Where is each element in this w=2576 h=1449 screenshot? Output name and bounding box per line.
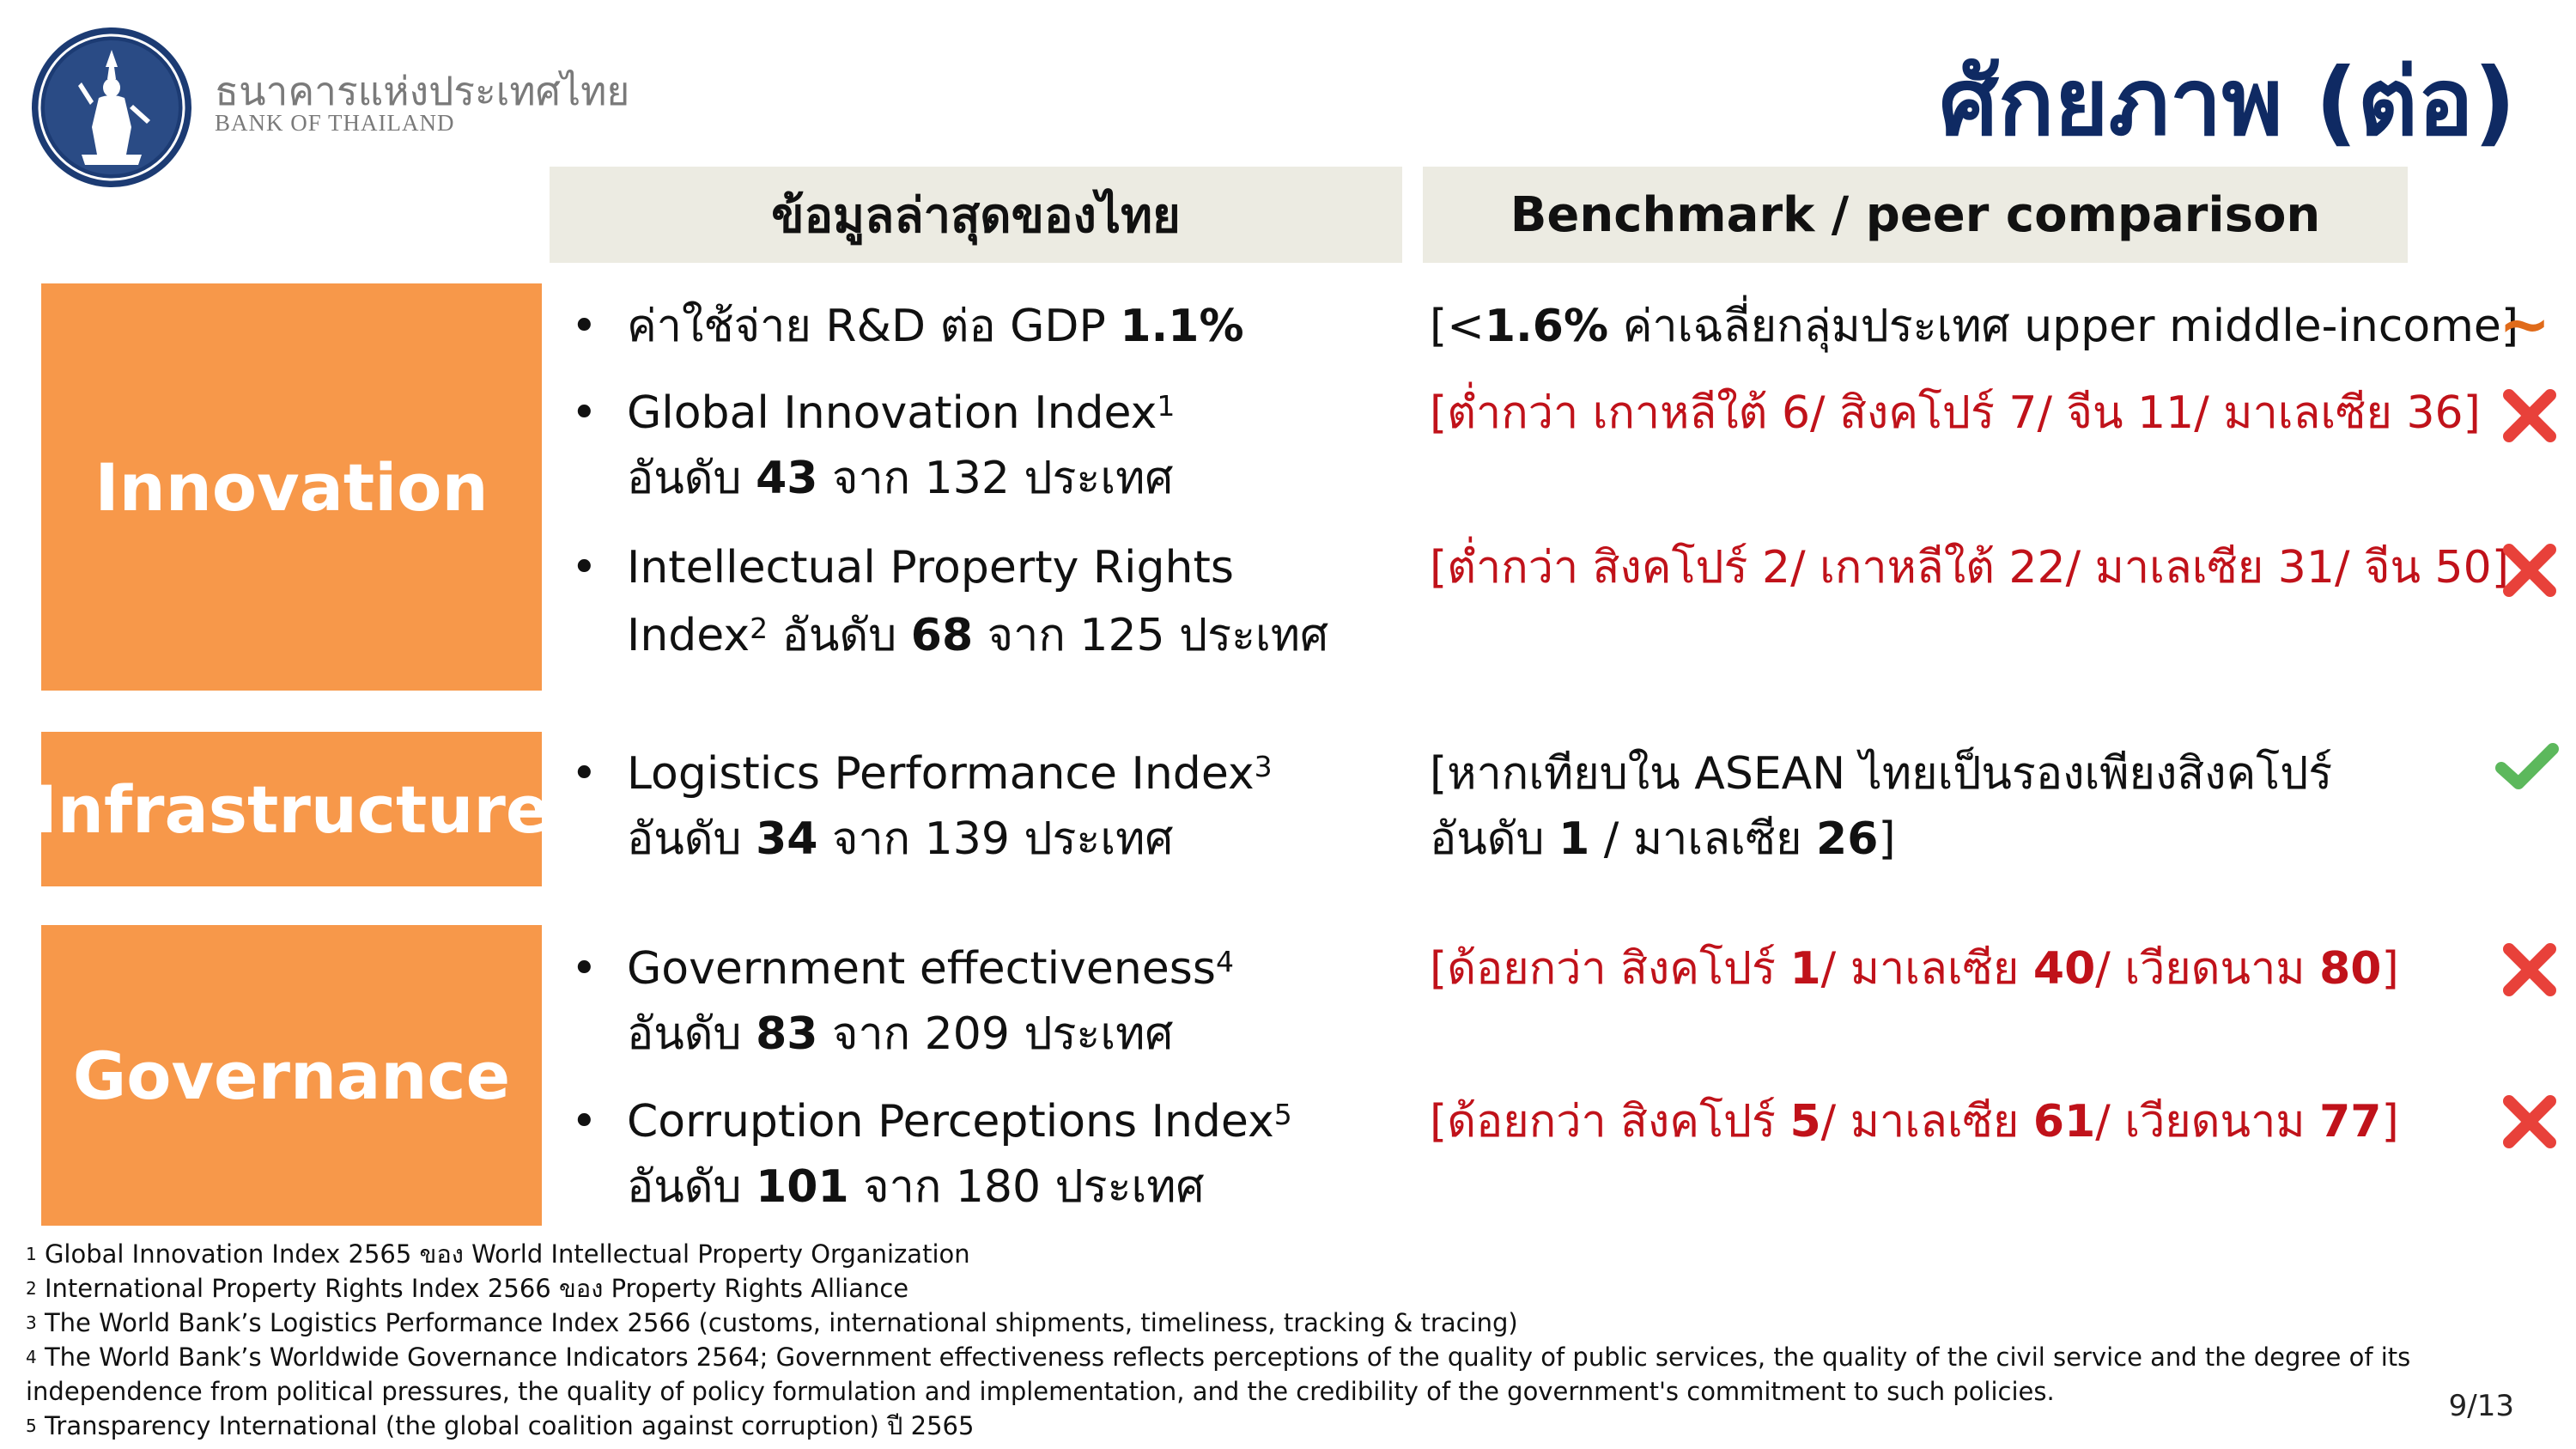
category-innovation: Innovation xyxy=(41,283,542,691)
footnote-4: $^4$ The World Bank’s Worldwide Governance Indicators 2564; Government effectiveness reflects perceptions of the quality of public services, the quality of the civil service and the degree of its xyxy=(26,1342,2411,1372)
footnote-1: $^1$ Global Innovation Index 2565 ของ World Intellectual Property Organization xyxy=(26,1239,970,1269)
footnotes xyxy=(26,1237,2410,1443)
bank-of-thailand-emblem-icon xyxy=(30,26,193,189)
bullet: • xyxy=(571,301,598,352)
cross-icon xyxy=(2500,541,2559,600)
bench-lpi-line1: [หากเทียบใน ASEAN ไทยเป็นรองเพียงสิงคโปร์ xyxy=(1430,748,2333,800)
page-title: ศักยภาพ (ต่อ) xyxy=(1939,49,2516,156)
category-infrastructure: Infrastructure xyxy=(41,732,542,886)
bullet: • xyxy=(571,387,598,439)
bench-rd: [<1.6% ค่าเฉลี่ยกลุ่มประเทศ upper middle-income] xyxy=(1430,301,2519,352)
item-value: 1.1% xyxy=(1120,301,1244,352)
footnote-2: $^2$ International Property Rights Index 2566 ของ Property Rights Alliance xyxy=(26,1274,909,1303)
cross-icon xyxy=(2500,941,2559,999)
footnote-5: $^5$ Transparency International (the global coalition against corruption) ปี 2565 xyxy=(26,1411,975,1440)
cross-icon xyxy=(2500,1093,2559,1151)
item-text: ค่าใช้จ่าย R&D ต่อ GDP xyxy=(627,301,1121,352)
bench-cpi: [ด้อยกว่า สิงคโปร์ 5/ มาเลเซีย 61/ เวียดนาม 77] xyxy=(1430,1096,2399,1148)
bullet: • xyxy=(571,748,598,800)
org-name-thai: ธนาคารแห่งประเทศไทย xyxy=(215,68,630,114)
bench-lpi-line2: อันดับ 1 / มาเลเซีย 26] xyxy=(1430,813,1896,865)
category-governance: Governance xyxy=(41,925,542,1226)
footnote-4-continued: independence from political pressures, the quality of policy formulation and implementation, and the credibility of the government's commitment to such policies. xyxy=(26,1377,2055,1406)
page-number: 9/13 xyxy=(2448,1389,2514,1423)
footnote-3: $^3$ The World Bank’s Logistics Performance Index 2566 (customs, international shipments, timeliness, tracking & tracing) xyxy=(26,1308,1518,1337)
bullet: • xyxy=(571,943,598,995)
bench-ge: [ด้อยกว่า สิงคโปร์ 1/ มาเลเซีย 40/ เวียดนาม 80] xyxy=(1430,943,2399,995)
column-header-benchmark: Benchmark / peer comparison xyxy=(1423,167,2408,263)
bullet: • xyxy=(571,1096,598,1148)
check-icon xyxy=(2494,740,2560,792)
cross-icon xyxy=(2500,387,2559,445)
bench-ipri: [ต่ำกว่า สิงคโปร์ 2/ เกาหลีใต้ 22/ มาเลเซีย 31/ จีน 50] xyxy=(1430,542,2510,594)
tilde-status-icon: ~ xyxy=(2499,288,2551,360)
bench-gii: [ต่ำกว่า เกาหลีใต้ 6/ สิงคโปร์ 7/ จีน 11/ มาเลเซีย 36] xyxy=(1430,387,2481,439)
org-name-english: BANK OF THAILAND xyxy=(215,110,455,136)
bullet: • xyxy=(571,542,598,594)
column-header-thai-data: ข้อมูลล่าสุดของไทย xyxy=(550,167,1402,263)
